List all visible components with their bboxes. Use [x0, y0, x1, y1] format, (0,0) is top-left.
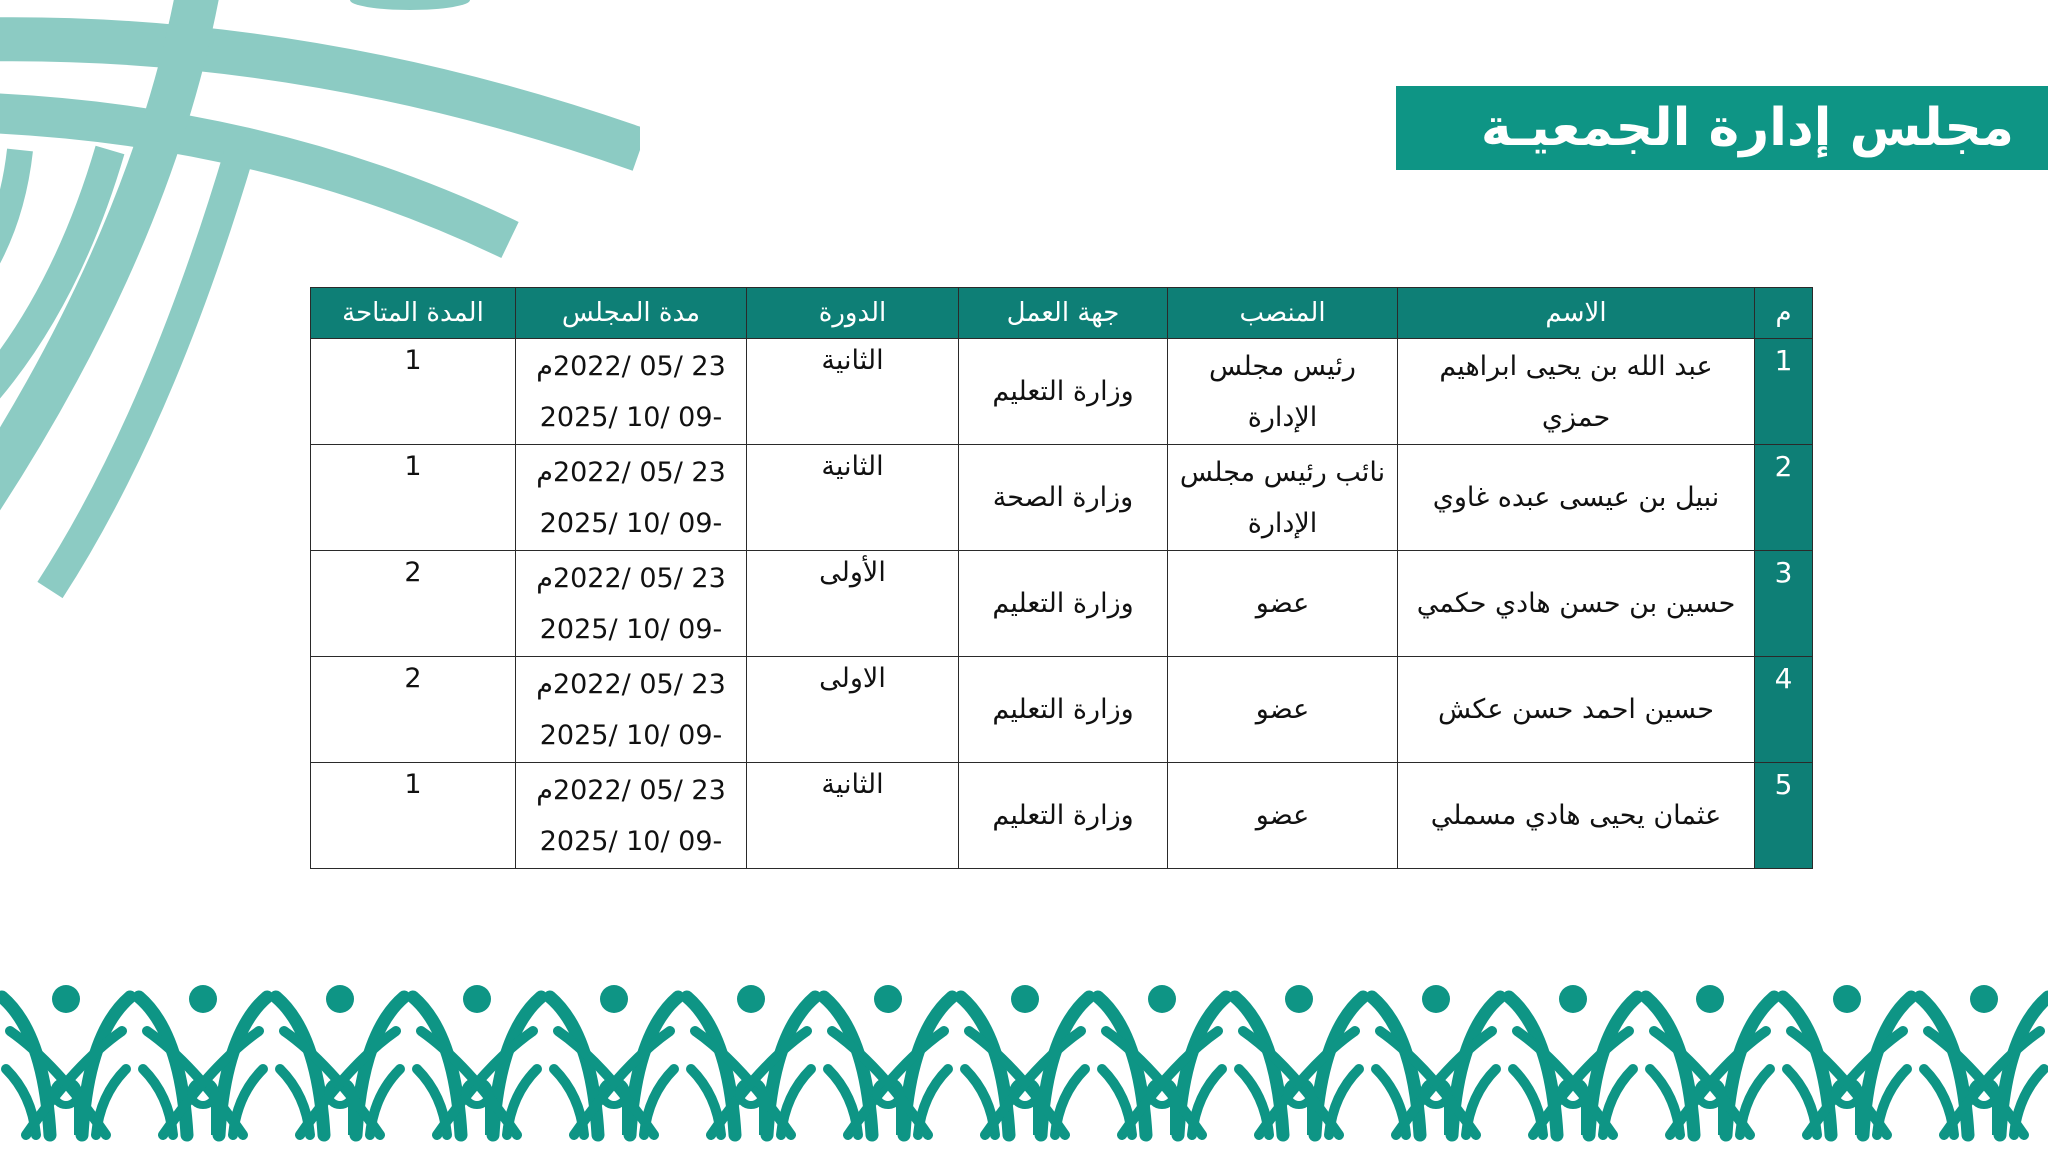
- cell-term: [516, 445, 747, 551]
- column-header-employer: جهة العمل: [959, 288, 1168, 339]
- cell-position: رئيس مجلس الإدارة: [1168, 339, 1398, 445]
- cell-position: عضو: [1168, 763, 1398, 869]
- board-members-table: [310, 287, 1813, 869]
- cell-remaining: 2: [311, 657, 516, 763]
- term-end: -09 /10 /2025: [539, 613, 723, 645]
- cell-cycle: الثانية: [747, 763, 959, 869]
- logo-motif-icon: [1783, 985, 1911, 1135]
- cell-position: عضو: [1168, 551, 1398, 657]
- table-row: [311, 551, 1813, 657]
- column-header-cycle: الدورة: [747, 288, 959, 339]
- cell-remaining: 2: [311, 551, 516, 657]
- term-start: 23 /05 /2022م: [536, 456, 726, 488]
- term-end: -09 /10 /2025: [539, 401, 723, 433]
- term-start: 23 /05 /2022م: [536, 774, 726, 806]
- logo-motif-icon: [824, 985, 952, 1135]
- cell-num: 5: [1755, 763, 1813, 869]
- logo-motif-icon: [1509, 985, 1637, 1135]
- cell-num: 3: [1755, 551, 1813, 657]
- term-start: 23 /05 /2022م: [536, 668, 726, 700]
- column-header-remaining: المدة المتاحة: [311, 288, 516, 339]
- table-row: [311, 657, 1813, 763]
- logo-motif-icon: [687, 985, 815, 1135]
- cell-employer: وزارة التعليم: [959, 339, 1168, 445]
- term-end: -09 /10 /2025: [539, 507, 723, 539]
- cell-num: 2: [1755, 445, 1813, 551]
- logo-motif-icon: [413, 985, 541, 1135]
- cell-term: [516, 763, 747, 869]
- logo-motif-icon: [1372, 985, 1500, 1135]
- cell-term: [516, 551, 747, 657]
- cell-position: نائب رئيس مجلس الإدارة: [1168, 445, 1398, 551]
- cell-name: نبيل بن عيسى عبده غاوي: [1398, 445, 1755, 551]
- logo-motif-icon: [1098, 985, 1226, 1135]
- logo-motif-icon: [961, 985, 1089, 1135]
- logo-motif-icon: [1646, 985, 1774, 1135]
- page-title: مجلس إدارة الجمعيـة: [1480, 98, 2014, 158]
- cell-employer: وزارة التعليم: [959, 657, 1168, 763]
- cell-cycle: الأولى: [747, 551, 959, 657]
- table-header-row: [311, 288, 1813, 339]
- logo-motif-icon: [139, 985, 267, 1135]
- cell-num: 1: [1755, 339, 1813, 445]
- logo-motif-icon: [1235, 985, 1363, 1135]
- cell-name: عثمان يحيى هادي مسملي: [1398, 763, 1755, 869]
- cell-employer: وزارة الصحة: [959, 445, 1168, 551]
- cell-name: حسين بن حسن هادي حكمي: [1398, 551, 1755, 657]
- cell-remaining: 1: [311, 763, 516, 869]
- cell-term: [516, 339, 747, 445]
- logo-motif-icon: [1920, 985, 2048, 1135]
- table-row: [311, 763, 1813, 869]
- column-header-num: م: [1755, 288, 1813, 339]
- cell-remaining: 1: [311, 339, 516, 445]
- column-header-position: المنصب: [1168, 288, 1398, 339]
- term-end: -09 /10 /2025: [539, 825, 723, 857]
- table-row: [311, 445, 1813, 551]
- cell-remaining: 1: [311, 445, 516, 551]
- logo-motif-icon: [2, 985, 130, 1135]
- column-header-term: مدة المجلس: [516, 288, 747, 339]
- cell-position: عضو: [1168, 657, 1398, 763]
- cell-name: عبد الله بن يحيى ابراهيم حمزي: [1398, 339, 1755, 445]
- logo-pattern-decoration: [0, 975, 2048, 1145]
- page-title-banner: [1396, 86, 2048, 170]
- cell-cycle: الثانية: [747, 445, 959, 551]
- term-start: 23 /05 /2022م: [536, 350, 726, 382]
- cell-cycle: الثانية: [747, 339, 959, 445]
- cell-employer: وزارة التعليم: [959, 551, 1168, 657]
- logo-motif-icon: [550, 985, 678, 1135]
- logo-motif-icon: [276, 985, 404, 1135]
- term-start: 23 /05 /2022م: [536, 562, 726, 594]
- table-row: [311, 339, 1813, 445]
- column-header-name: الاسم: [1398, 288, 1755, 339]
- cell-num: 4: [1755, 657, 1813, 763]
- cell-employer: وزارة التعليم: [959, 763, 1168, 869]
- term-end: -09 /10 /2025: [539, 719, 723, 751]
- cell-name: حسين احمد حسن عكش: [1398, 657, 1755, 763]
- cell-term: [516, 657, 747, 763]
- cell-cycle: الاولى: [747, 657, 959, 763]
